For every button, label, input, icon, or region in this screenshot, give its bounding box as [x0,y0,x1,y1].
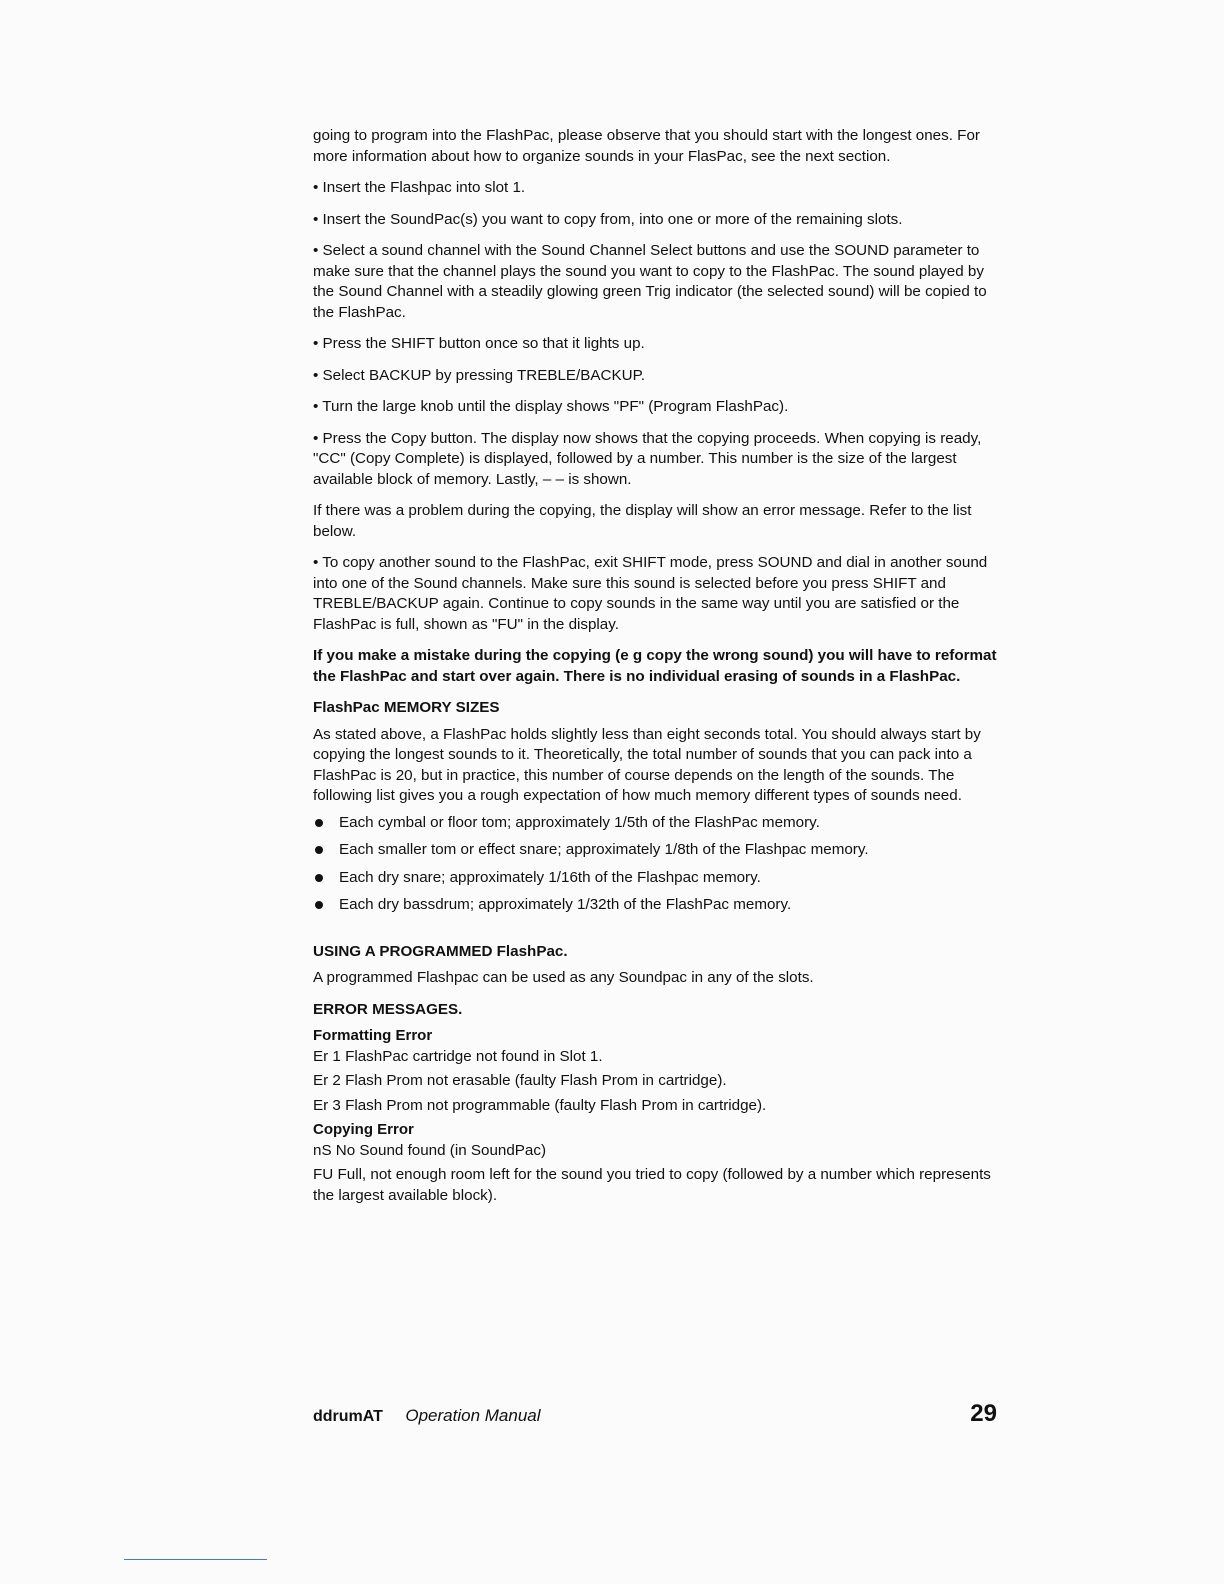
errors-heading: ERROR MESSAGES. [313,1000,463,1018]
bottom-link-rule [124,1559,267,1560]
step-press-shift: • Press the SHIFT button once so that it lights up. [313,335,645,352]
footer-manual-title: Operation Manual [405,1406,541,1425]
error-item: Er 3 Flash Prom not programmable (faulty Flash Prom in cartridge). [313,1096,767,1114]
error-item: nS No Sound found (in SoundPac) [313,1141,547,1159]
memory-heading: FlashPac MEMORY SIZES [313,699,500,716]
step-select-channel: • Select a sound channel with the Sound Channel Select buttons and use the SOUND parameter to make sure that the channel plays the sound you want to copy to the FlashPac. The sound played by the Sound Channel with a steadily glowing green Trig indicator (the selected sound) will be copied to the FlashPac. [313,242,987,321]
memory-text: As stated above, a FlashPac holds slightly less than eight seconds total. You should always start by copying the longest sounds to it. Theoretically, the total number of sounds that you can pack into a FlashPac is 20, but in practice, this number of course depends on the length of the sounds. The following list gives you a rough expectation of how much memory different types of sounds need. [313,725,981,804]
memory-list [313,813,1003,916]
list-item: Each cymbal or floor tom; approximately 1/5th of the FlashPac memory. [313,813,1003,834]
warning-text: If you make a mistake during the copying (e g copy the wrong sound) you will have to reformat the FlashPac and start over again. There is no individual erasing of sounds in a FlashPac. [313,647,997,685]
error-item: FU Full, not enough room left for the sound you tried to copy (followed by a number which represents the largest available block). [313,1166,991,1204]
list-item: Each smaller tom or effect snare; approximately 1/8th of the Flashpac memory. [313,840,1003,861]
step-insert-soundpac: • Insert the SoundPac(s) you want to copy from, into one or more of the remaining slots. [313,210,903,228]
step-turn-knob: • Turn the large knob until the display shows "PF" (Program FlashPac). [313,398,789,415]
intro-paragraph: going to program into the FlashPac, please observe that you should start with the longest ones. For more information about how to organize sounds in your FlasPac, see the next section. [313,127,980,165]
step-select-backup: • Select BACKUP by pressing TREBLE/BACKUP. [313,366,645,384]
problem-note: If there was a problem during the copying, the display will show an error message. Refer to the list below. [313,502,972,540]
step-insert-flashpac: • Insert the Flashpac into slot 1. [313,179,526,196]
page-footer [313,1400,1003,1436]
footer-brand: ddrumAT [313,1408,383,1425]
list-item: Each dry bassdrum; approximately 1/32th of the FlashPac memory. [313,895,1003,916]
page-content [313,126,1003,1210]
error-item: Er 1 FlashPac cartridge not found in Slot 1. [313,1047,603,1065]
list-item: Each dry snare; approximately 1/16th of the Flashpac memory. [313,868,1003,889]
formatting-error-heading: Formatting Error [313,1027,433,1044]
page-number: 29 [970,1400,997,1427]
using-heading: USING A PROGRAMMED FlashPac. [313,942,568,960]
step-copy-another: • To copy another sound to the FlashPac, exit SHIFT mode, press SOUND and dial in another sound into one of the Sound channels. Make sure this sound is selected before you press SHIFT and TREBLE/BACKUP again. Continue to copy sounds in the same way until you are satisfied or the FlashPac is full, shown as "FU" in the display. [313,554,988,633]
step-press-copy: • Press the Copy button. The display now shows that the copying proceeds. When copying is ready, "CC" (Copy Complete) is displayed, followed by a number. This number is the size of the largest available block of memory. Lastly, – – is shown. [313,429,982,488]
using-text: A programmed Flashpac can be used as any Soundpac in any of the slots. [313,969,814,986]
error-item: Er 2 Flash Prom not erasable (faulty Flash Prom in cartridge). [313,1072,727,1089]
copying-error-heading: Copying Error [313,1121,414,1138]
